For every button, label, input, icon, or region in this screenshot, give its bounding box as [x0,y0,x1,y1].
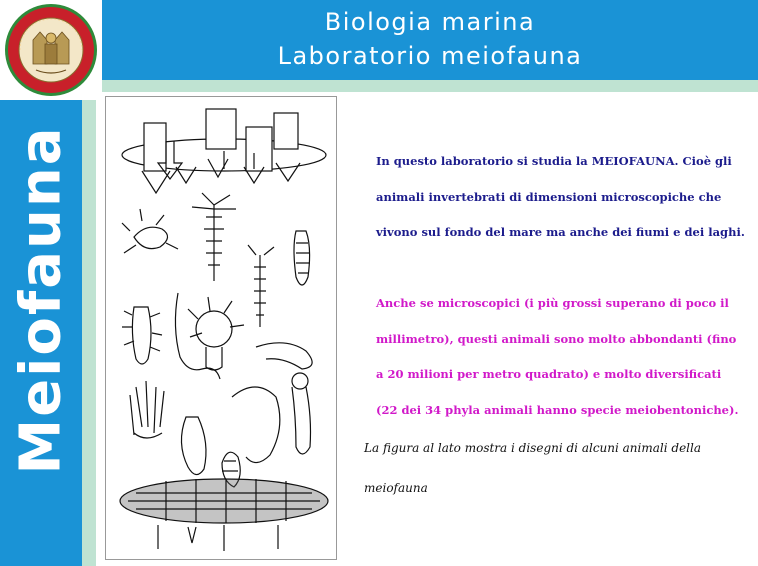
sidebar-label: Meiofauna [8,125,74,475]
slide-title: Biologia marina [324,8,536,36]
figure-caption: La figura al lato mostra i disegni di alcuni animali della meiofauna [364,441,702,495]
intro-paragraph: In questo laboratorio si studia la MEIOFAUNA. Cioè gli animali invertebrati di dimensioni microscopiche che vivono sul fondo del mare ma anche dei fiumi e dei laghi. [376,154,745,239]
meiofauna-drawings-illustration [106,97,336,559]
university-seal-icon [0,0,102,100]
slide-subtitle: Laboratorio meiofauna [277,42,583,70]
detail-paragraph: Anche se microscopici (i più grossi superano di poco il millimetro), questi animali sono molto abbondanti (fino a 20 milioni per metro quadrato) e molto diversificati (22 dei 34 phyla animali hanno specie meiobentoniche). [376,296,739,417]
sidebar-stripe [82,100,96,566]
meiofauna-figure [105,96,337,560]
header-stripe [102,80,758,92]
